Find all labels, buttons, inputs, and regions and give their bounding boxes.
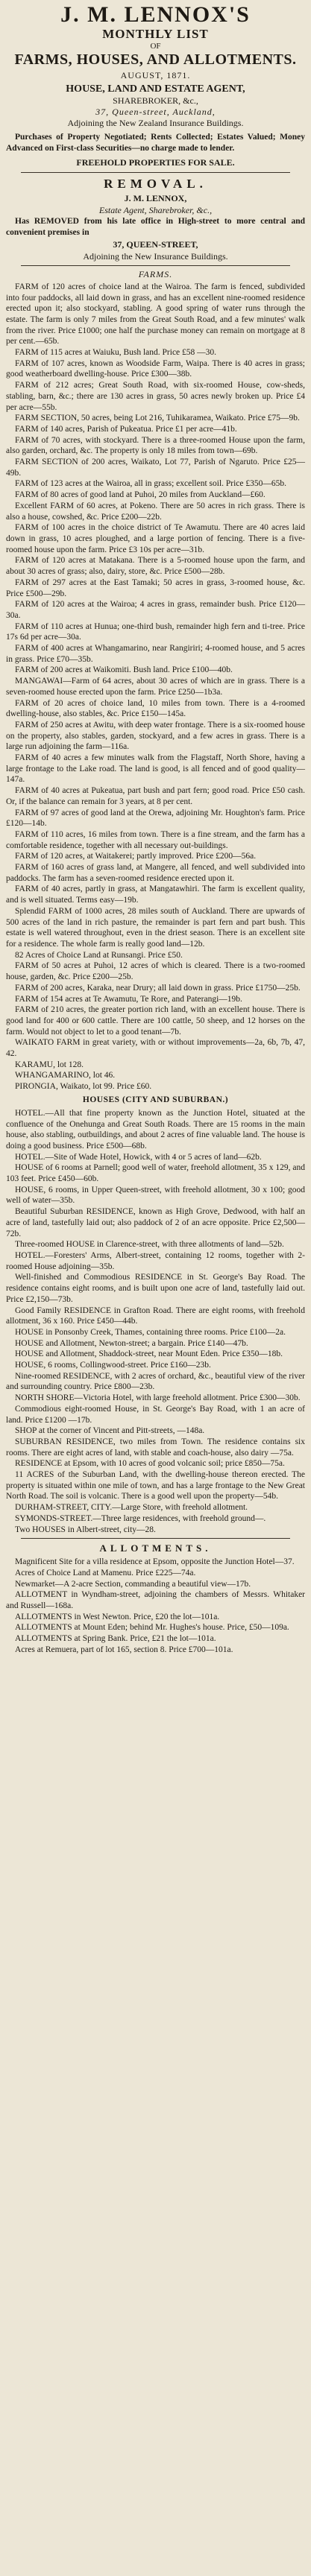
allotment-listing: Acres at Remuera, part of lot 165, section 8. Price £700—101a. (15, 1645, 233, 1654)
divider (21, 172, 290, 173)
house-listing: Well-finished and Commodious RESIDENCE in St. George's Bay Road. The residence contains eight rooms, and is built upon one acre of land, tastefully laid out. Price £2,150—73b. (6, 1273, 305, 1304)
section-heading-farms: FARMS. (138, 268, 173, 279)
house-listing: HOUSE, 6 rooms, in Upper Queen-street, with freehold allotment, 30 x 100; good well of water—35b. (6, 1185, 305, 1206)
divider (21, 1538, 290, 1539)
farm-listing: FARM of 40 acres a few minutes walk from the Flagstaff, North Shore, having a large frontage to the Lake road. The land is good, is all fenced and of good quality—147a. (6, 753, 305, 785)
house-listing: Commodious eight-roomed House, in St. George's Bay Road, with 1 an acre of land. Price £1200 —17b. (6, 1404, 305, 1425)
house-listing: HOUSE and Allotment, Shaddock-street, near Mount Eden. Price £350—18b. (15, 1349, 283, 1359)
house-listing: 11 ACRES of the Suburban Land, with the dwelling-house thereon erected. The property is situated within one mile of town, and has a large frontage to the New Great North Road. The soil is volcanic. There is a good well upon the property—54b. (6, 1470, 305, 1501)
divider (21, 265, 290, 266)
farm-listing: Excellent FARM of 60 acres, at Pokeno. There are 50 acres in rich grass. There is also a house, cowshed, &c. Price £200—22b. (6, 501, 305, 522)
main-heading: FARMS, HOUSES, AND ALLOTMENTS. (14, 51, 297, 68)
farm-listing: FARM of 50 acres at Puhoi, 12 acres of which is cleared. There is a two-roomed house, garden, &c. Price £200—25b. (6, 961, 305, 982)
house-listing: HOUSE and Allotment, Newton-street; a bargain. Price £140—47b. (15, 1338, 248, 1348)
house-listing: HOUSE in Ponsonby Creek, Thames, containing three rooms. Price £100—2a. (15, 1327, 286, 1337)
removal-title: Estate Agent, Sharebroker, &c., (98, 205, 213, 216)
farm-listing: FARM of 200 acres, Karaka, near Drury; all laid down in grass. Price £1750—25b. (15, 983, 301, 993)
farm-listing: FARM of 400 acres at Whangamarino, near Rangiriri; 4-roomed house, and 5 acres in grass. Price £70—35b. (6, 644, 305, 664)
house-listing: HOUSE, 6 rooms, Collingwood-street. Price £160—23b. (15, 1361, 211, 1370)
allotment-listing: Magnificent Site for a villa residence at Epsom, opposite the Junction Hotel—37. (15, 1557, 295, 1567)
farm-listing: FARM of 97 acres of good land at the Orewa, adjoining Mr. Houghton's farm. Price £120—14b. (6, 808, 305, 829)
subtitle: MONTHLY LIST (102, 27, 209, 41)
farm-listing: FARM of 120 acres at Matakana. There is a 5-roomed house upon the farm, and about 30 acres of grass; also, dairy, store, &c. Price £500—28b. (6, 556, 305, 577)
date-line: AUGUST, 1871. (120, 70, 191, 80)
masthead: J. M. LENNOX'S (60, 2, 251, 27)
allotment-listing: Newmarket—A 2-acre Section, commanding a beautiful view—17b. (15, 1579, 251, 1589)
house-listing: Beautiful Suburban RESIDENCE, known as High Grove, Dedwood, with half an acre of land, tastefully laid out; also paddock of 2 of an acre opposite. Price £2,500—72b. (6, 1207, 305, 1238)
section-heading-allotments: ALLOTMENTS. (99, 1542, 212, 1554)
farm-listing: FARM of 70 acres, with stockyard. There is a three-roomed House upon the farm, also garden, orchard, &c. The property is only 18 miles from town—69b. (6, 435, 305, 456)
farm-listing: FARM of 40 acres at Pukeatua, part bush and part fern; good road. Price £50 cash. Or, if the balance can remain for 3 years, at 8 per cent. (6, 786, 305, 806)
house-listing: Good Family RESIDENCE in Grafton Road. There are eight rooms, with freehold allotment, 36 x 160. Price £450—44b. (6, 1306, 305, 1326)
agency-role: SHAREBROKER, &c., (113, 95, 198, 106)
farm-listing: KARAMU, lot 128. (15, 1060, 84, 1069)
farm-listing: PIRONGIA, Waikato, lot 99. Price £60. (15, 1082, 152, 1092)
farms-list (6, 282, 305, 1092)
farm-listing: FARM of 40 acres, partly in grass, at Mangatawhiri. The farm is excellent quality, and is well situated. Terms easy—19b. (6, 884, 305, 905)
farm-listing: FARM of 250 acres at Awitu, with deep water frontage. There is a six-roomed house on the property, also stables, garden, stockyard, and a few acres in grass. There is a large run adjoining the farm—116a. (6, 720, 305, 752)
farm-listing: FARM of 110 acres, 16 miles from town. There is a fine stream, and the farm has a comfortable residence, together with all necessary out-buildings. (6, 829, 305, 850)
farm-listing: FARM of 115 acres at Waiuku, Bush land. Price £58 —30. (15, 348, 217, 358)
farm-listing: FARM SECTION, 50 acres, being Lot 216, Tuhikaramea, Waikato. Price £75—9b. (15, 414, 300, 423)
farm-listing: WAIKATO FARM in great variety, with or without improvements—2a, 6b, 7b, 47, 42. (6, 1038, 305, 1059)
house-listing: SYMONDS-STREET.—Three large residences, with freehold ground—. (15, 1513, 266, 1523)
agency-adjoining: Adjoining the New Zealand Insurance Buildings. (67, 118, 244, 128)
farm-listing: MANGAWAI—Farm of 64 acres, about 30 acres of which are in grass. There is a seven-roomed house erected upon the farm. Price £250—1b3a. (6, 677, 305, 697)
farm-listing: FARM of 110 acres at Hunua; one-third bush, remainder high fern and ti-tree. Price 17s 6d per acre—30a. (6, 621, 305, 642)
removal-body: Has REMOVED from his late office in High-street to more central and convenient premises in (6, 217, 305, 238)
farm-listing: FARM SECTION of 200 acres, Waikato, Lot 77, Parish of Ngaruto. Price £25—49b. (6, 458, 305, 478)
farm-listing: WHANGAMARINO, lot 46. (15, 1071, 116, 1080)
farm-listing: FARM of 140 acres, Parish of Pukeatua. Price £1 per acre—41b. (15, 424, 237, 434)
house-listing: HOUSE of 6 rooms at Parnell; good well of water, freehold allotment, 35 x 129, and 103 feet. Price £450—60b. (6, 1163, 305, 1184)
farm-listing: FARM of 123 acres at the Wairoa, all in grass; excellent soil. Price £350—65b. (15, 479, 287, 489)
farm-listing: FARM of 20 acres of choice land, 10 miles from town. There is a 4-roomed dwelling-house, also stables, &c. Price £150—145a. (6, 698, 305, 719)
freehold-notice: FREEHOLD PROPERTIES FOR SALE. (76, 157, 235, 168)
allotments-list (6, 1557, 305, 1655)
farm-listing: FARM of 154 acres at Te Awamutu, Te Rore, and Paterangi—19b. (15, 994, 242, 1004)
house-listing: HOTEL.—Foresters' Arms, Albert-street, containing 12 rooms, together with 2-roomed House adjoining—35b. (6, 1250, 305, 1271)
house-listing: NORTH SHORE—Victoria Hotel, with large freehold allotment. Price £300—30b. (15, 1393, 301, 1403)
farm-listing: FARM of 80 acres of good land at Puhoi, 20 miles from Auckland—£60. (15, 490, 266, 500)
removal-heading: REMOVAL. (104, 177, 207, 192)
purchases-notice: Purchases of Property Negotiated; Rents Collected; Estates Valued; Money Advanced on First-class Securities—no charge made to lender. (6, 133, 305, 153)
farm-listing: FARM of 120 acres at the Wairoa; 4 acres in grass, remainder bush. Price £120—30a. (6, 600, 305, 620)
house-listing: Three-roomed HOUSE in Clarence-street, with three allotments of land—52b. (15, 1240, 284, 1250)
agency-name: HOUSE, LAND AND ESTATE AGENT, (66, 83, 245, 95)
farm-listing: FARM of 200 acres at Waikomiti. Bush land. Price £100—40b. (15, 665, 233, 675)
house-listing: DURHAM-STREET, CITY.—Large Store, with freehold allotment. (15, 1503, 248, 1513)
farm-listing: FARM of 107 acres, known as Woodside Farm, Waipa. There is 40 acres in grass; good weatherboard dwelling-house. Price £300—38b. (6, 358, 305, 379)
agency-address: 37, Queen-street, Auckland, (95, 107, 216, 117)
allotment-listing: Acres of Choice Land at Mamenu. Price £225—74a. (15, 1568, 196, 1577)
house-listing: Nine-roomed RESIDENCE, with 2 acres of orchard, &c., beautiful view of the river and surrounding country. Price £800—23b. (6, 1371, 305, 1392)
allotment-listing: ALLOTMENTS in West Newton. Price, £20 the lot—101a. (15, 1612, 220, 1621)
farm-listing: FARM of 297 acres at the East Tamaki; 50 acres in grass, 3-roomed house, &c. Price £500—29b. (6, 577, 305, 598)
farm-listing: FARM of 212 acres; Great South Road, with six-roomed House, cow-sheds, stabling, barn, &c.; there are 130 acres in grass, 50 acres newly broken up. Price £4 per acre—55b. (6, 381, 305, 412)
removal-address: 37, QUEEN-STREET, (113, 238, 198, 250)
of-label: OF (150, 42, 161, 51)
farm-listing: FARM of 120 acres of choice land at the Wairoa. The farm is fenced, subdivided into four paddocks, all laid down in grass, and has an excellent nine-roomed residence erected upon it; also stockyard, stabling. A good spring of water runs through the estate. The farm is only 7 miles from the Great South Road, and a few minutes' walk from the river. Price £1000; one half the purchase money can remain on mortgage at 8 per cent.—65b. (6, 282, 305, 346)
farm-listing: FARM of 210 acres, the greater portion rich land, with an excellent house. There is good land for 400 or 600 cattle. There are 100 cattle, 50 sheep, and 12 horses on the farm. Would not object to let to a good tenant—7b. (6, 1005, 305, 1037)
removal-name: J. M. LENNOX, (124, 193, 187, 204)
house-listing: RESIDENCE at Epsom, with 10 acres of good volcanic soil; price £850—75a. (15, 1459, 285, 1469)
farm-listing: FARM of 120 acres, at Waitakerei; partly improved. Price £200—56a. (15, 852, 257, 861)
house-listing: SHOP at the corner of Vincent and Pitt-streets, —148a. (15, 1426, 205, 1436)
section-heading-houses: HOUSES (CITY AND SUBURBAN.) (82, 1095, 229, 1104)
farm-listing: FARM of 160 acres of grass land, at Mangere, all fenced, and well subdivided into paddocks. The farm has a seven-roomed residence erected upon it. (6, 863, 305, 883)
removal-adjoining: Adjoining the New Insurance Buildings. (83, 250, 228, 262)
house-listing: HOTEL.—Site of Wade Hotel, Howick, with 4 or 5 acres of land—62b. (15, 1152, 262, 1162)
house-listing: SUBURBAN RESIDENCE, two miles from Town. The residence contains six rooms. There are eight acres of land, with stable and coach-house, also dairy —75a. (6, 1437, 305, 1458)
allotment-listing: ALLOTMENT in Wyndham-street, adjoining the chambers of Messrs. Whitaker and Russell—168a. (6, 1590, 305, 1611)
house-listing: Two HOUSES in Albert-street, city—28. (15, 1525, 156, 1534)
farm-listing: Splendid FARM of 1000 acres, 28 miles south of Auckland. There are upwards of 500 acres of the land in rich pasture, the remainder is part fern and part bush. This estate is well watered throughout, even in the driest season. There is an excellent site for a residence. The whole farm is really good land—12b. (6, 906, 305, 949)
farm-listing: FARM of 100 acres in the choice district of Te Awamutu. There are 40 acres laid down in grass, 10 acres ploughed, and a large portion of fencing. There is a five-roomed house upon the farm. Price £3 10s per acre—31b. (6, 523, 305, 554)
allotment-listing: ALLOTMENTS at Mount Eden; behind Mr. Hughes's house. Price, £50—109a. (15, 1623, 289, 1633)
houses-list (6, 1108, 305, 1535)
allotment-listing: ALLOTMENTS at Spring Bank. Price, £21 the lot—101a. (15, 1634, 216, 1644)
house-listing: HOTEL.—All that fine property known as the Junction Hotel, situated at the confluence of the Onehunga and Great South Roads. There are 15 rooms in the main house, also stabling, outbuildings, and about 2 acres of fine valuable land. The house is doing a good business. Price £500—68b. (6, 1108, 305, 1151)
farm-listing: 82 Acres of Choice Land at Runsangi. Price £50. (15, 950, 183, 960)
